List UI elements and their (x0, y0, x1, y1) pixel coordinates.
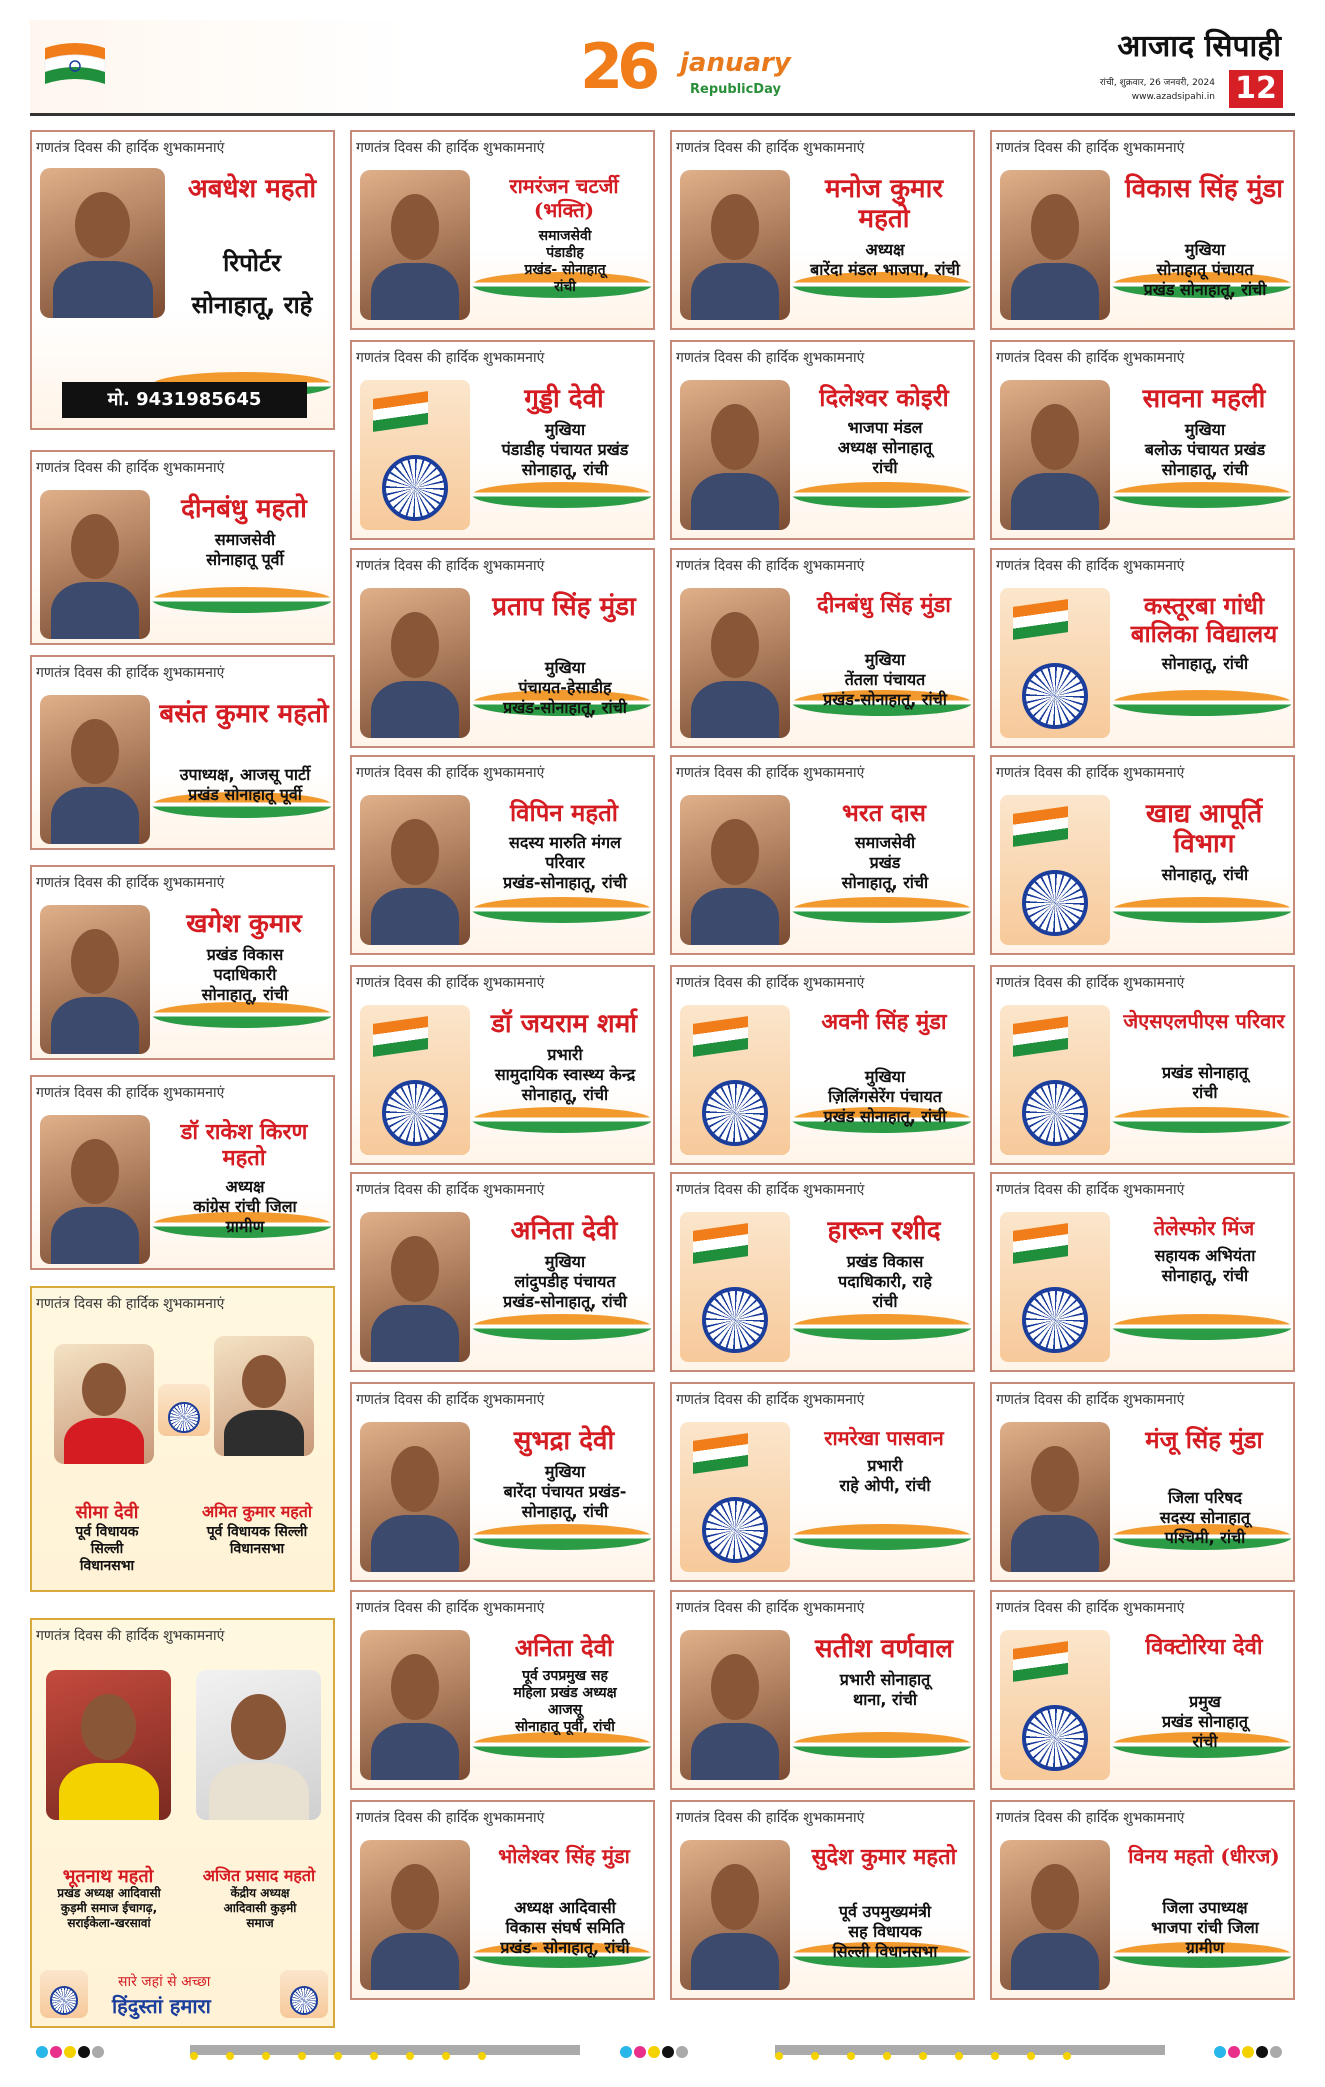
pair-card-former-mla (30, 1286, 335, 1592)
card-greeting: गणतंत्र दिवस की हार्दिक शुभकामनाएं (356, 975, 545, 991)
card-greeting: गणतंत्र दिवस की हार्दिक शुभकामनाएं (676, 1810, 865, 1826)
color-registration-dots (1214, 2043, 1284, 2057)
website-link[interactable]: www.azadsipahi.in (1131, 92, 1215, 102)
person-name: विक्टोरिया देवी (1145, 1634, 1263, 1660)
person-designation: भाजपा मंडल अध्यक्ष सोनाहातू रांची (837, 418, 933, 477)
tricolor-swoosh (792, 1314, 972, 1340)
card-greeting: गणतंत्र दिवस की हार्दिक शुभकामनाएं (36, 665, 225, 681)
card-greeting: गणतंत्र दिवस की हार्दिक शुभकामनाएं (36, 875, 225, 891)
card-greeting: गणतंत्र दिवस की हार्दिक शुभकामनाएं (356, 350, 545, 366)
tricolor-swoosh (472, 1314, 652, 1340)
person-photo (680, 795, 790, 945)
person-name: भूतनाथ महतो (62, 1866, 154, 1887)
person-photo (360, 1840, 470, 1990)
card-greeting: गणतंत्र दिवस की हार्दिक शुभकामनाएं (996, 558, 1185, 574)
person-name: रामरंजन चटर्जी (भक्ति) (509, 174, 619, 222)
person-photo (360, 795, 470, 945)
greeting-card (670, 1172, 975, 1372)
tricolor-emblem-icon (680, 1422, 790, 1572)
person-designation: सोनाहातू, रांची (1161, 654, 1249, 673)
person-designation: सोनाहातू, रांची (1161, 865, 1249, 884)
person-name: मनोज कुमार महतो (825, 174, 943, 234)
card-greeting: गणतंत्र दिवस की हार्दिक शुभकामनाएं (356, 765, 545, 781)
greeting-card (350, 1382, 655, 1582)
greeting-card (350, 1800, 655, 2000)
tricolor-swoosh (152, 1002, 332, 1028)
person-designation: प्रखंड सोनाहातू रांची (1161, 1063, 1249, 1102)
tricolor-emblem-icon (1000, 795, 1110, 945)
person-designation: पूर्व उपप्रमुख सह महिला प्रखंड अध्यक्ष आजसू सोनाहातू पूर्वी, रांची (513, 1668, 617, 1735)
color-registration-dots (620, 2043, 690, 2057)
tricolor-swoosh (1112, 482, 1292, 508)
person-designation: मुखिया पंडाडीह पंचायत प्रखंड सोनाहातू, रांची (501, 420, 629, 479)
greeting-card (350, 1172, 655, 1372)
card-greeting: गणतंत्र दिवस की हार्दिक शुभकामनाएं (676, 1600, 865, 1616)
card-greeting: गणतंत्र दिवस की हार्दिक शुभकामनाएं (36, 1085, 225, 1101)
card-greeting: गणतंत्र दिवस की हार्दिक शुभकामनाएं (996, 1600, 1185, 1616)
card-greeting: गणतंत्र दिवस की हार्दिक शुभकामनाएं (996, 1182, 1185, 1198)
greeting-card (990, 755, 1295, 955)
card-greeting: गणतंत्र दिवस की हार्दिक शुभकामनाएं (996, 975, 1185, 991)
person-photo (196, 1670, 321, 1820)
person-photo (360, 1212, 470, 1362)
slogan-line-2: हिंदुस्तां हमारा (112, 1994, 211, 2018)
card-greeting: गणतंत्र दिवस की हार्दिक शुभकामनाएं (676, 558, 865, 574)
person-photo (1000, 170, 1110, 320)
card-greeting: गणतंत्र दिवस की हार्दिक शुभकामनाएं (36, 140, 225, 156)
person-name: अवनी सिंह मुंडा (821, 1009, 947, 1035)
person-name: रामरेखा पासवान (824, 1426, 944, 1450)
person-photo (46, 1670, 171, 1820)
card-greeting: गणतंत्र दिवस की हार्दिक शुभकामनाएं (356, 140, 545, 156)
date-line: रांची, शुक्रवार, 26 जनवरी, 2024 (1099, 78, 1215, 88)
greeting-card (30, 1075, 335, 1270)
person-desc: पूर्व विधायक सिल्ली विधानसभा (75, 1524, 139, 1574)
tricolor-swoosh (472, 1524, 652, 1550)
person-designation: प्रमुख प्रखंड सोनाहातू रांची (1161, 1692, 1249, 1751)
person-photo (680, 170, 790, 320)
person-name: मंजू सिंह मुंडा (1145, 1425, 1263, 1454)
slogan-line-1: सारे जहां से अच्छा (118, 1974, 211, 1990)
person-designation: प्रभारी सोनाहातू थाना, रांची (839, 1670, 931, 1709)
person-designation: समाजसेवी सोनाहातू पूर्वी (206, 530, 284, 569)
person-designation: मुखिया ज़िलिंगसेरेंग पंचायत प्रखंड सोनाहातू, रांची (823, 1067, 947, 1126)
person-photo (360, 1422, 470, 1572)
card-greeting: गणतंत्र दिवस की हार्दिक शुभकामनाएं (676, 765, 865, 781)
person-designation: मुखिया बलोऊ पंचायत प्रखंड सोनाहातू, रांची (1144, 420, 1266, 479)
greeting-card (990, 1382, 1295, 1582)
person-designation: मुखिया सोनाहातू पंचायत प्रखंड सोनाहातू, रांची (1143, 240, 1267, 299)
card-greeting: गणतंत्र दिवस की हार्दिक शुभकामनाएं (36, 1628, 225, 1644)
page-header (30, 20, 1295, 116)
greeting-card (990, 1172, 1295, 1372)
card-greeting: गणतंत्र दिवस की हार्दिक शुभकामनाएं (36, 460, 225, 476)
page-number-badge: 12 (1229, 70, 1283, 108)
color-registration-dots (36, 2043, 106, 2057)
greeting-card (30, 450, 335, 645)
person-name: अनिता देवी (510, 1216, 618, 1246)
card-greeting: गणतंत्र दिवस की हार्दिक शुभकामनाएं (676, 140, 865, 156)
republic-day-label: RepublicDay (690, 82, 781, 97)
person-photo (360, 170, 470, 320)
person-designation: मुखिया बारेंदा पंचायत प्रखंड- सोनाहातू, रांची (503, 1462, 627, 1521)
person-designation: प्रखंड विकास पदाधिकारी सोनाहातू, रांची (201, 945, 289, 1004)
newspaper-name: आजाद सिपाही (1117, 29, 1281, 64)
card-greeting: गणतंत्र दिवस की हार्दिक शुभकामनाएं (676, 350, 865, 366)
card-greeting: गणतंत्र दिवस की हार्दिक शुभकामनाएं (996, 350, 1185, 366)
tricolor-emblem-icon (1000, 1212, 1110, 1362)
tricolor-swoosh (792, 482, 972, 508)
person-name: जेएसएलपीएस परिवार (1123, 1009, 1285, 1033)
person-photo (360, 1630, 470, 1780)
person-designation: पूर्व उपमुख्यमंत्री सह विधायक सिल्ली विधानसभा (832, 1902, 938, 1961)
greeting-card (670, 965, 975, 1165)
tricolor-swoosh (472, 1107, 652, 1133)
person-photo (1000, 1422, 1110, 1572)
person-name: दीनबंधु सिंह मुंडा (817, 592, 951, 618)
page-footer (30, 2043, 1295, 2057)
person-name: सतीश वर्णवाल (815, 1634, 953, 1664)
greeting-card (990, 1590, 1295, 1790)
card-greeting: गणतंत्र दिवस की हार्दिक शुभकामनाएं (356, 1600, 545, 1616)
person-name: भरत दास (842, 798, 926, 827)
card-greeting: गणतंत्र दिवस की हार्दिक शुभकामनाएं (996, 765, 1185, 781)
person-name: भोलेश्वर सिंह मुंडा (498, 1844, 630, 1868)
card-greeting: गणतंत्र दिवस की हार्दिक शुभकामनाएं (996, 1392, 1185, 1408)
person-name: विकास सिंह मुंडा (1125, 174, 1283, 204)
card-greeting: गणतंत्र दिवस की हार्दिक शुभकामनाएं (676, 975, 865, 991)
tricolor-swoosh (792, 1732, 972, 1758)
tricolor-emblem-icon (158, 1384, 210, 1436)
person-photo (54, 1344, 154, 1464)
person-name: सावना महली (1142, 384, 1266, 414)
person-designation: समाजसेवी पंडाडीह प्रखंड- सोनाहातू रांची (524, 228, 606, 295)
greeting-card (670, 1800, 975, 2000)
tricolor-swoosh (472, 482, 652, 508)
tricolor-emblem-icon (680, 1212, 790, 1362)
greeting-card (350, 1590, 655, 1790)
person-name: हारून रशीद (827, 1216, 941, 1246)
greeting-card (990, 130, 1295, 330)
person-designation: जिला परिषद सदस्य सोनाहातू पश्चिमी, रांची (1159, 1488, 1251, 1547)
republic-day-number: 26 (580, 30, 655, 103)
greeting-card (670, 755, 975, 955)
person-designation: समाजसेवी प्रखंड सोनाहातू, रांची (841, 833, 929, 892)
person-photo (360, 588, 470, 738)
card-greeting: गणतंत्र दिवस की हार्दिक शुभकामनाएं (676, 1182, 865, 1198)
person-designation: मुखिया पंचायत-हेसाडीह प्रखंड-सोनाहातू, रांची (503, 658, 627, 717)
greeting-card (30, 865, 335, 1060)
person-name: विनय महतो (धीरज) (1128, 1844, 1280, 1868)
greeting-card (670, 130, 975, 330)
person-name: कस्तूरबा गांधी बालिका विद्यालय (1130, 591, 1278, 648)
greeting-card (990, 965, 1295, 1165)
tricolor-emblem-icon (360, 380, 470, 530)
pair-card-kudmi-samaj (30, 1618, 335, 2028)
greeting-card (990, 340, 1295, 540)
card-greeting: गणतंत्र दिवस की हार्दिक शुभकामनाएं (356, 1392, 545, 1408)
card-greeting: गणतंत्र दिवस की हार्दिक शुभकामनाएं (996, 1810, 1185, 1826)
tricolor-emblem-icon (360, 1005, 470, 1155)
republic-day-logo (580, 30, 810, 110)
tricolor-emblem-icon (40, 1970, 88, 2018)
card-greeting: गणतंत्र दिवस की हार्दिक शुभकामनाएं (356, 1182, 545, 1198)
person-name: विपिन महतो (509, 798, 619, 827)
greeting-card (670, 340, 975, 540)
person-designation: प्रभारी राहे ओपी, रांची (839, 1456, 931, 1495)
person-name: अबधेश महतो (187, 174, 317, 204)
person-designation: रिपोर्टर सोनाहातू, राहे (191, 249, 313, 319)
person-designation: अध्यक्ष बारेंदा मंडल भाजपा, रांची (810, 240, 960, 279)
person-photo (680, 588, 790, 738)
greeting-card (350, 965, 655, 1165)
phone-number[interactable]: मो. 9431985645 (62, 382, 307, 418)
tricolor-emblem-icon (1000, 1005, 1110, 1155)
republic-day-month: january (680, 48, 791, 78)
person-designation: प्रभारी सामुदायिक स्वास्थ्य केन्द्र सोनाहातू, रांची (494, 1045, 636, 1104)
person-designation: अध्यक्ष कांग्रेस रांची जिला ग्रामीण (193, 1177, 297, 1236)
person-photo (680, 380, 790, 530)
person-name: प्रताप सिंह मुंडा (492, 592, 636, 622)
person-desc: केंद्रीय अध्यक्ष आदिवासी कुड़मी समाज (223, 1886, 297, 1930)
tricolor-emblem-icon (680, 1005, 790, 1155)
person-name: अमित कुमार महतो (201, 1502, 313, 1521)
footer-bar-left (190, 2045, 580, 2055)
tricolor-emblem-icon (1000, 588, 1110, 738)
person-designation: उपाध्यक्ष, आजसू पार्टी प्रखंड सोनाहातू पूर्वी (179, 765, 311, 804)
person-name: दीनबंधु महतो (181, 494, 307, 524)
card-greeting: गणतंत्र दिवस की हार्दिक शुभकामनाएं (36, 1296, 225, 1312)
person-designation: अध्यक्ष आदिवासी विकास संघर्ष समिति प्रखंड- सोनाहातू, रांची (500, 1898, 630, 1957)
person-name: सुभद्रा देवी (513, 1426, 615, 1456)
person-desc: पूर्व विधायक सिल्ली विधानसभा (206, 1524, 308, 1557)
greeting-card (350, 130, 655, 330)
greeting-card (990, 1800, 1295, 2000)
greeting-card (350, 340, 655, 540)
person-photo (680, 1840, 790, 1990)
tricolor-flag-logo-icon (40, 38, 110, 98)
person-designation: प्रखंड विकास पदाधिकारी, राहे रांची (838, 1252, 932, 1311)
person-photo (1000, 1840, 1110, 1990)
tricolor-swoosh (1112, 897, 1292, 923)
person-photo (40, 905, 150, 1054)
person-name: डॉ राकेश किरण महतो (180, 1119, 308, 1171)
tricolor-swoosh (792, 1524, 972, 1550)
newspaper-meta (1100, 76, 1215, 104)
person-photo (680, 1630, 790, 1780)
footer-bar-right (775, 2045, 1165, 2055)
person-desc: प्रखंड अध्यक्ष आदिवासी कुड़मी समाज ईचागढ़, सराईकेला-खरसावां (57, 1886, 161, 1930)
person-name: तेलेस्फोर मिंज (1153, 1216, 1255, 1240)
person-designation: मुखिया तेंतला पंचायत प्रखंड-सोनाहातू, रांची (823, 650, 947, 709)
person-name: खगेश कुमार (186, 909, 302, 939)
greeting-card (670, 548, 975, 748)
person-photo (214, 1336, 314, 1456)
person-name: बसंत कुमार महतो (159, 699, 329, 729)
tricolor-emblem-icon (280, 1970, 328, 2018)
tricolor-swoosh (152, 587, 332, 613)
person-designation: सदस्य मारुति मंगल परिवार प्रखंड-सोनाहातू, रांची (503, 833, 627, 892)
person-name: गुड्डी देवी (524, 384, 604, 414)
greeting-card (350, 755, 655, 955)
person-name: दिलेश्वर कोइरी (819, 383, 949, 412)
tricolor-swoosh (792, 897, 972, 923)
tricolor-swoosh (472, 897, 652, 923)
person-designation: सहायक अभियंता सोनाहातू, रांची (1154, 1246, 1256, 1285)
person-designation: जिला उपाध्यक्ष भाजपा रांची जिला ग्रामीण (1151, 1898, 1259, 1957)
person-name: डॉ जयराम शर्मा (491, 1009, 637, 1039)
greeting-card (30, 655, 335, 850)
person-photo (40, 1115, 150, 1264)
person-name: खाद्य आपूर्ति विभाग (1145, 799, 1263, 859)
card-greeting: गणतंत्र दिवस की हार्दिक शुभकामनाएं (676, 1392, 865, 1408)
person-designation: मुखिया लांदुपडीह पंचायत प्रखंड-सोनाहातू, रांची (503, 1252, 627, 1311)
person-name: सीमा देवी (75, 1502, 139, 1523)
person-name: सुदेश कुमार महतो (811, 1844, 957, 1870)
greeting-card (670, 1382, 975, 1582)
person-name: अनिता देवी (514, 1633, 614, 1662)
tricolor-emblem-icon (1000, 1630, 1110, 1780)
person-photo (40, 695, 150, 844)
greeting-card (350, 548, 655, 748)
person-photo (40, 168, 165, 318)
person-photo (1000, 380, 1110, 530)
greeting-card (30, 130, 335, 430)
greeting-card (990, 548, 1295, 748)
card-greeting: गणतंत्र दिवस की हार्दिक शुभकामनाएं (996, 140, 1185, 156)
card-greeting: गणतंत्र दिवस की हार्दिक शुभकामनाएं (356, 558, 545, 574)
tricolor-swoosh (1112, 1107, 1292, 1133)
tricolor-swoosh (1112, 690, 1292, 716)
person-photo (40, 490, 150, 639)
greeting-card (670, 1590, 975, 1790)
card-greeting: गणतंत्र दिवस की हार्दिक शुभकामनाएं (356, 1810, 545, 1826)
person-name: अजित प्रसाद महतो (202, 1866, 316, 1885)
tricolor-swoosh (1112, 1314, 1292, 1340)
